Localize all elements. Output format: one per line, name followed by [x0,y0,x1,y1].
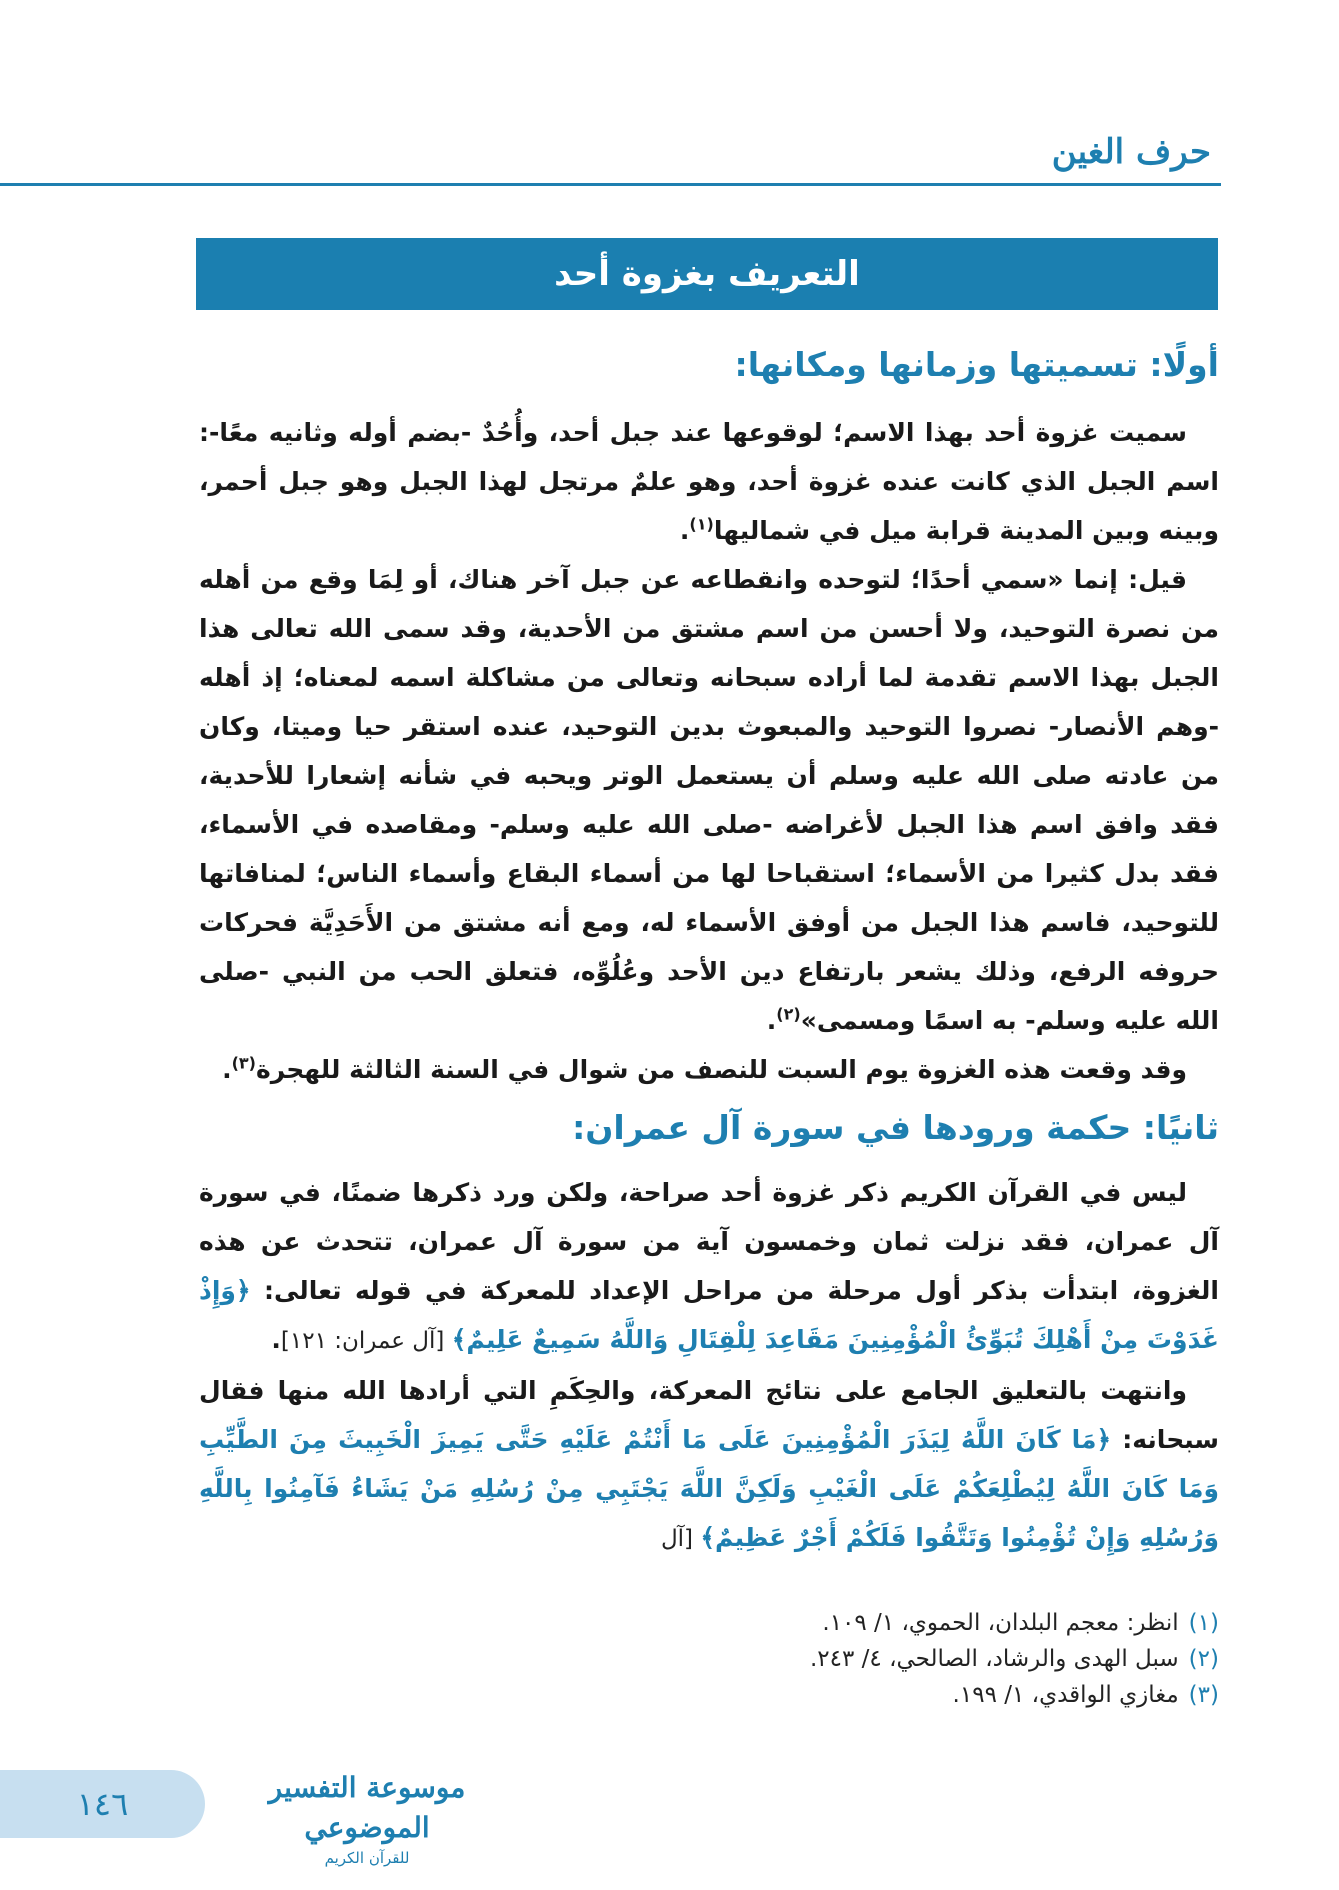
chapter-title: حرف الغين [1051,132,1211,172]
logo-sub-text: للقرآن الكريم [324,1849,410,1867]
footnote-number: (٣) [1188,1682,1219,1708]
paragraph-end: . [679,516,690,545]
header-divider [0,183,1221,186]
quran-verse: ﴿وَإِذْ غَدَوْتَ مِنْ أَهْلِكَ تُبَوِّئُ الْمُؤْمِنِينَ مَقَاعِدَ لِلْقِتَالِ وَاللَّهُ سَمِيعٌ عَلِيمٌ﴾ [199,1276,1219,1354]
page-number-text: ١٤٦ [76,1785,129,1823]
verse-reference: [آل عمران: ١٢١] [280,1328,452,1354]
footnote-ref[interactable]: (٣) [231,1053,256,1073]
quran-verse: ﴿مَا كَانَ اللَّهُ لِيَذَرَ الْمُؤْمِنِينَ عَلَى مَا أَنْتُمْ عَلَيْهِ حَتَّى يَمِيزَ الْخَبِيثَ مِنَ الطَّيِّبِ وَمَا كَانَ اللَّهُ لِيُطْلِعَكُمْ عَلَى الْغَيْبِ وَلَكِنَّ اللَّهَ يَجْتَبِي مِنْ رُسُلِهِ مَنْ يَشَاءُ فَآمِنُوا بِاللَّهِ وَرُسُلِهِ وَإِنْ تُؤْمِنُوا وَتَتَّقُوا فَلَكُمْ أَجْرٌ عَظِيمٌ﴾ [199,1425,1219,1552]
footnote-text: مغازي الواقدي، ١/ ١٩٩. [952,1682,1179,1708]
footnote [219,1677,1219,1713]
footnote [219,1605,1219,1641]
logo-main-text: موسوعة التفسير الموضوعي [268,1771,466,1844]
footnote-number: (١) [1188,1610,1219,1636]
footnote-text: انظر: معجم البلدان، الحموي، ١/ ١٠٩. [822,1610,1179,1636]
verse-reference: [آل [660,1526,701,1552]
paragraph-text: وانتهت بالتعليق الجامع على نتائج المعركة، والحِكَمِ التي أرادها الله منها فقال سبحانه: [199,1376,1220,1454]
paragraph-end: . [222,1055,232,1084]
section-heading-first: أولًا: تسميتها وزمانها ومكانها: [734,345,1219,384]
paragraph [199,1366,1219,1564]
footnote-text: سبل الهدى والرشاد، الصالحي، ٤/ ٢٤٣. [809,1646,1179,1672]
footnote [219,1641,1219,1677]
page-number [0,1770,205,1838]
paragraph [199,1045,1219,1094]
section-banner [196,238,1218,310]
paragraph [199,408,1219,555]
section-two-body [199,1168,1219,1564]
footnotes [219,1605,1219,1713]
footnote-ref[interactable]: (١) [689,514,714,534]
paragraph [199,1168,1219,1366]
paragraph [199,555,1219,1045]
paragraph-end: . [766,1006,777,1035]
paragraph-text: سميت غزوة أحد بهذا الاسم؛ لوقوعها عند جبل أحد، وأُحُدٌ -بضم أوله وثانيه معًا-: اسم الجبل الذي كانت عنده غزوة أحد، وهو علمٌ مرتجل لهذا الجبل وهو جبل أحمر، وبينه وبين المدينة قرابة ميل في شماليها [199,418,1219,545]
section-one-body [199,408,1219,1094]
footnote-ref[interactable]: (٢) [776,1004,801,1024]
paragraph-text: وقد وقعت هذه الغزوة يوم السبت للنصف من شوال في السنة الثالثة للهجرة [255,1055,1187,1084]
encyclopedia-logo [222,1768,512,1867]
paragraph-end: . [271,1325,281,1354]
section-heading-second: ثانيًا: حكمة ورودها في سورة آل عمران: [572,1108,1219,1147]
banner-title: التعريف بغزوة أحد [554,254,860,294]
footnote-number: (٢) [1188,1646,1219,1672]
paragraph-text: ليس في القرآن الكريم ذكر غزوة أحد صراحة، ولكن ورد ذكرها ضمنًا، في سورة آل عمران، فقد نزلت ثمان وخمسون آية من سورة آل عمران، تتحدث عن هذه الغزوة، ابتدأت بذكر أول مرحلة من مراحل الإعداد للمعركة في قوله تعالى: [199,1178,1219,1305]
paragraph-text: قيل: إنما «سمي أحدًا؛ لتوحده وانقطاعه عن جبل آخر هناك، أو لِمَا وقع من أهله من نصرة التوحيد، ولا أحسن من اسم مشتق من الأحدية، وقد سمى الله تعالى هذا الجبل بهذا الاسم تقدمة لما أراده سبحانه وتعالى من مشاكلة اسمه لمعناه؛ إذ أهله -وهم الأنصار- نصروا التوحيد والمبعوث بدين التوحيد، عنده استقر حيا وميتا، وكان من عادته صلى الله عليه وسلم أن يستعمل الوتر ويحبه في شأنه إشعارا للأحدية، فقد وافق اسم هذا الجبل لأغراضه -صلى الله عليه وسلم- ومقاصده في الأسماء، فقد بدل كثيرا من الأسماء؛ استقباحا لها من أسماء البقاع وأسماء الناس؛ لمنافاتها للتوحيد، فاسم هذا الجبل من أوفق الأسماء له، ومع أنه مشتق من الأَحَدِيَّة فحركات حروفه الرفع، وذلك يشعر بارتفاع دين الأحد وعُلُوِّه، فتعلق الحب من النبي -صلى الله عليه وسلم- به اسمًا ومسمى» [199,565,1219,1035]
